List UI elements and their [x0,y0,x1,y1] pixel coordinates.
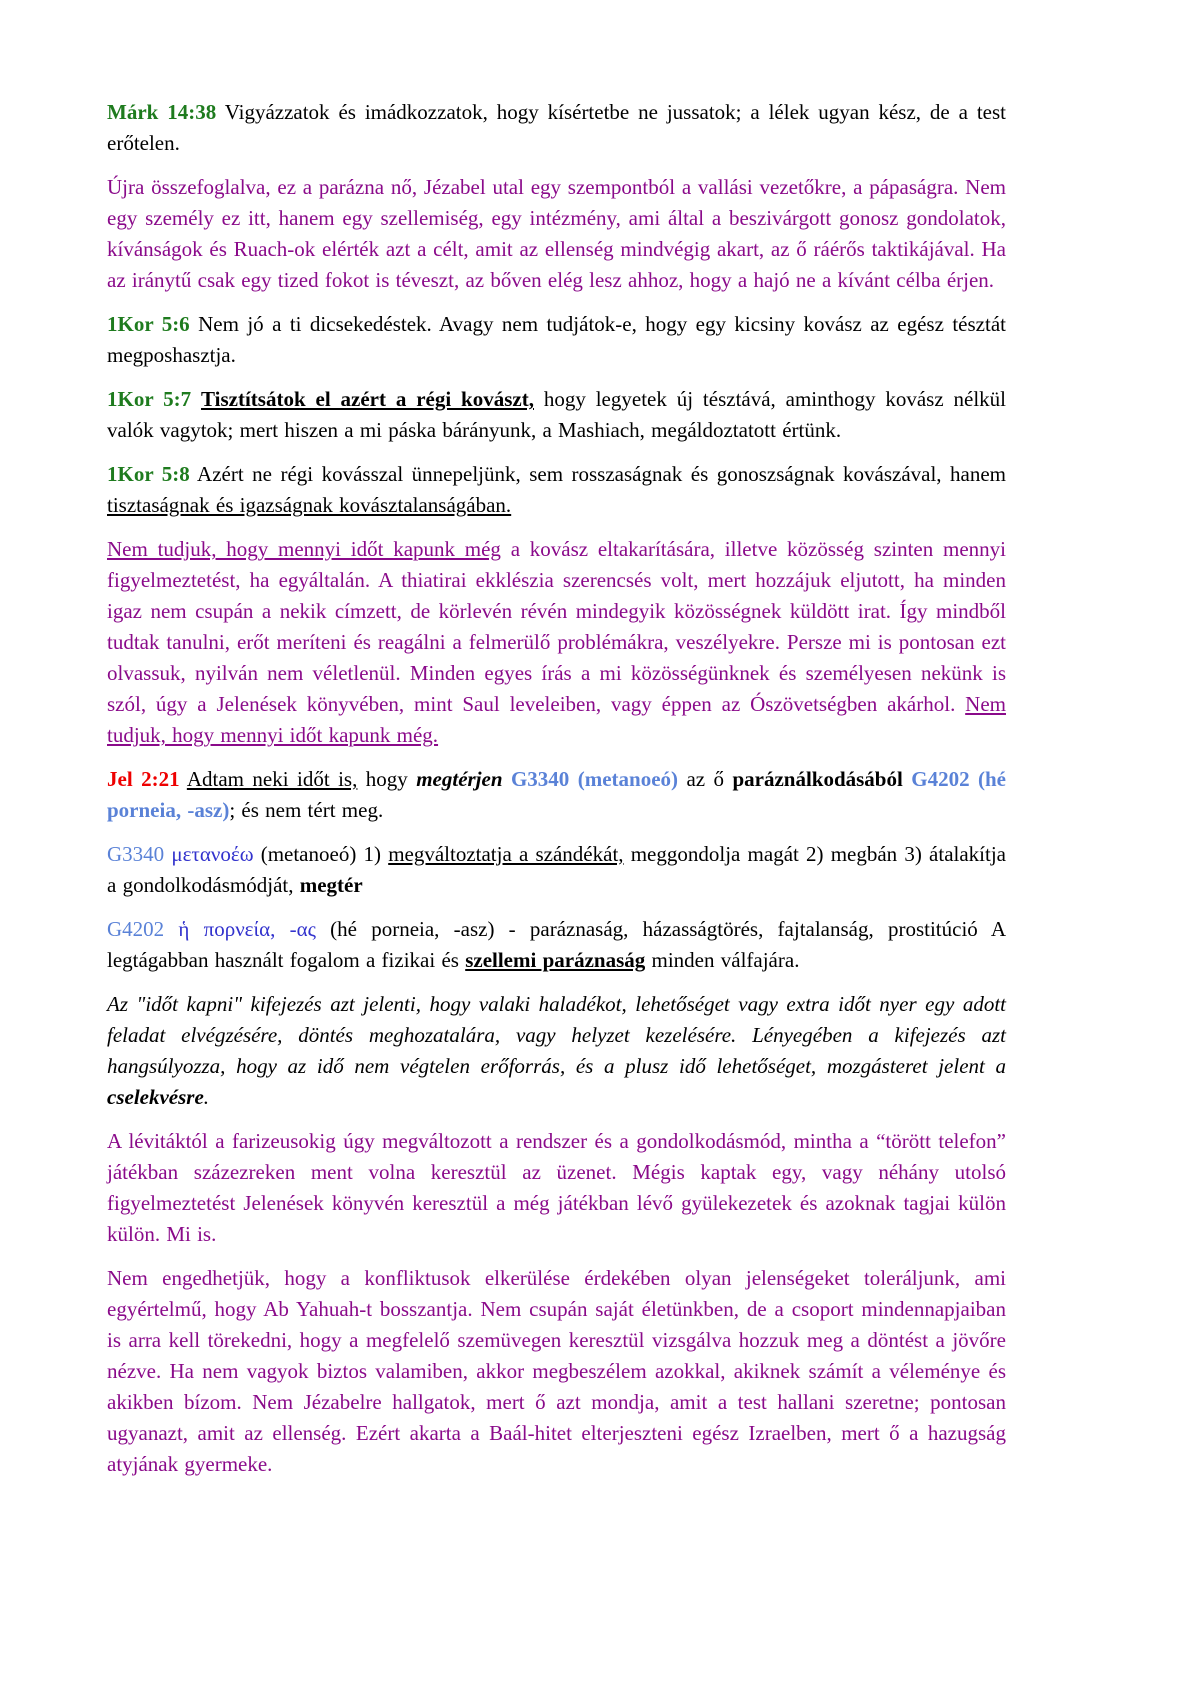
commentary-conflicts [107,1263,1006,1480]
verse-text-emphasized: Tisztítsátok el azért a régi kovászt, [201,387,534,411]
strongs-g4202-definition [107,914,1006,976]
verse-ref-1kor-5-7: 1Kor 5:7 [107,387,192,411]
spacer [164,917,178,941]
definition-text-bold: megtér [299,873,363,897]
verse-text: hogy [357,767,417,791]
verse-1kor-5-8 [107,459,1006,521]
commentary-time-left [107,534,1006,751]
verse-jel-2-21 [107,764,1006,826]
verse-text: az ő [678,767,733,791]
definition-text: (metanoeó) 1) [253,842,389,866]
commentary-text: Újra összefoglalva, ez a parázna nő, Jézabel utal egy szempontból a vallási vezetőkre, a pápaságra. Nem egy személy ez itt, hanem egy szellemiség, egy intézmény, ami által a beszivárgott gonosz gondolatok, kívánságok és Ruach-ok elérték azt a célt, amit az ellenség mindvégig akart, az ő ráérős taktikájával. Ha az iránytű csak egy tized fokot is téveszt, az bőven elég lesz ahhoz, hogy a hajó ne a kívánt célba érjen. [107,175,1006,292]
verse-1kor-5-6 [107,309,1006,371]
verse-text-bold: paráználkodásából [732,767,903,791]
strongs-g3340-definition [107,839,1006,901]
verse-ref-mark-14-38: Márk 14:38 [107,100,217,124]
verse-text: hogy legyetek új tésztává, aminthogy kovász nélkül valók vagytok; mert hiszen a mi páska bárányunk, a Mashiach, megáldoztatott értünk. [107,387,1007,442]
commentary-text: A lévitáktól a farizeusokig úgy megváltozott a rendszer és a gondolkodásmód, mintha a “törött telefon” játékban százezreken ment volna keresztül az üzenet. Mégis kaptak egy, vagy néhány utolsó figyelmeztetést Jelenések könyvén keresztül a még játékban lévő gyülekezetek és azoknak tagjai külön külön. Mi is. [107,1129,1006,1246]
commentary-text-underlined: Nem tudjuk, hogy mennyi időt kapunk még [107,537,501,561]
definition-text: meggondolja magát 2) megbán 3) átalakítja a gondolkodásmódját, [107,842,1006,897]
definition-text: minden válfajára. [645,948,800,972]
verse-1kor-5-7 [107,384,1006,446]
spacer [180,767,187,791]
verse-text: ; és nem tért meg. [229,798,384,822]
commentary-jezabel [107,172,1006,296]
spacer [191,387,201,411]
explanation-text-bold: cselekvésre [107,1085,204,1109]
commentary-text: a kovász eltakarítására, illetve közösség szinten mennyi figyelmeztetést, ha egyáltalán. A thiatirai ekklészia szerencsés volt, mert hozzájuk eljutott, ha minden igaz nem csupán a nekik címzett, de körlevén révén mindegyik közösségnek küldött irat. Így mindből tudtak tanulni, erőt meríteni és reagálni a felmerülő problémákra, veszélyekre. Persze mi is pontosan ezt olvassuk, nyilván nem véletlenül. Minden egyes írás a mi közösségünknek és személyesen nekünk is szól, úgy a Jelenések könyvében, mint Saul leveleiben, vagy éppen az Ószövetségben akárhol. [107,537,1006,716]
idiom-explanation [107,989,1006,1113]
explanation-text: Az "időt kapni" kifejezés azt jelenti, hogy valaki haladékot, lehetőséget vagy extra időt nyer egy adott feladat elvégzésére, döntés meghozatalára, vagy helyzet kezelésére. Lényegében a kifejezés azt hangsúlyozza, hogy az idő nem végtelen erőforrás, és a plusz idő lehetőséget, mozgásteret jelent a [107,992,1006,1078]
verse-text: Nem jó a ti dicsekedéstek. Avagy nem tudjátok-e, hogy egy kicsiny kovász az egész tésztát megposhasztja. [107,312,1006,367]
strongs-ref-g4202: G4202 (hé porneia, -asz) [107,767,1006,822]
verse-text-underlined: tisztaságnak és igazságnak kovásztalanságában. [107,493,512,517]
verse-ref-1kor-5-8: 1Kor 5:8 [107,462,190,486]
strongs-ref-g3340: G3340 (metanoeó) [510,767,679,791]
definition-text-underlined: megváltoztatja a szándékát, [388,842,624,866]
commentary-text: Nem engedhetjük, hogy a konfliktusok elkerülése érdekében olyan jelenségeket toleráljunk, ami egyértelmű, hogy Ab Yahuah-t bosszantja. Nem csupán saját életünkben, de a csoport mindennapjaiban is arra kell törekedni, hogy a megfelelő szemüvegen keresztül vizsgálva hozzuk meg a döntést a jövőre nézve. Ha nem vagyok biztos valamiben, akkor megbeszélem azokkal, akiknek számít a véleménye és akikben bízom. Nem Jézabelre hallgatok, mert ő azt mondja, amit a test hallani szeretne; pontosan ugyanazt, amit az ellenség. Ezért akarta a Baál-hitet elterjeszteni egész Izraelben, mert ő a hazugság atyjának gyermeke. [107,1266,1006,1476]
verse-text-bold-italic: megtérjen [416,767,503,791]
spacer [903,767,911,791]
verse-text: Vigyázzatok és imádkozzatok, hogy kísértetbe ne jussatok; a lélek ugyan kész, de a test erőtelen. [107,100,1006,155]
strongs-number-g3340: G3340 [107,842,165,866]
commentary-broken-telephone [107,1126,1006,1250]
verse-ref-jel-2-21: Jel 2:21 [107,767,180,791]
greek-word-metanoeo: μετανοέω [171,842,254,866]
document-body [107,97,1006,1480]
verse-text: Azért ne régi kovásszal ünnepeljünk, sem rosszaságnak és gonoszságnak kovászával, hanem [189,462,1006,486]
definition-text: (hé porneia, -asz) - paráznaság, házasságtörés, fajtalanság, prostitúció A legtágabban használt fogalom a fizikai és [107,917,1007,972]
greek-word-porneia: ἡ πορνεία, -ας [178,917,316,941]
spacer [503,767,511,791]
strongs-number-g4202: G4202 [107,917,165,941]
commentary-text-underlined: Nem tudjuk, hogy mennyi időt kapunk még. [107,692,1006,747]
definition-text-emphasized: szellemi paráznaság [465,948,646,972]
verse-text-underlined: Adtam neki időt is, [186,767,358,791]
verse-mark-14-38 [107,97,1006,159]
explanation-text: . [203,1085,210,1109]
verse-ref-1kor-5-6: 1Kor 5:6 [107,312,190,336]
